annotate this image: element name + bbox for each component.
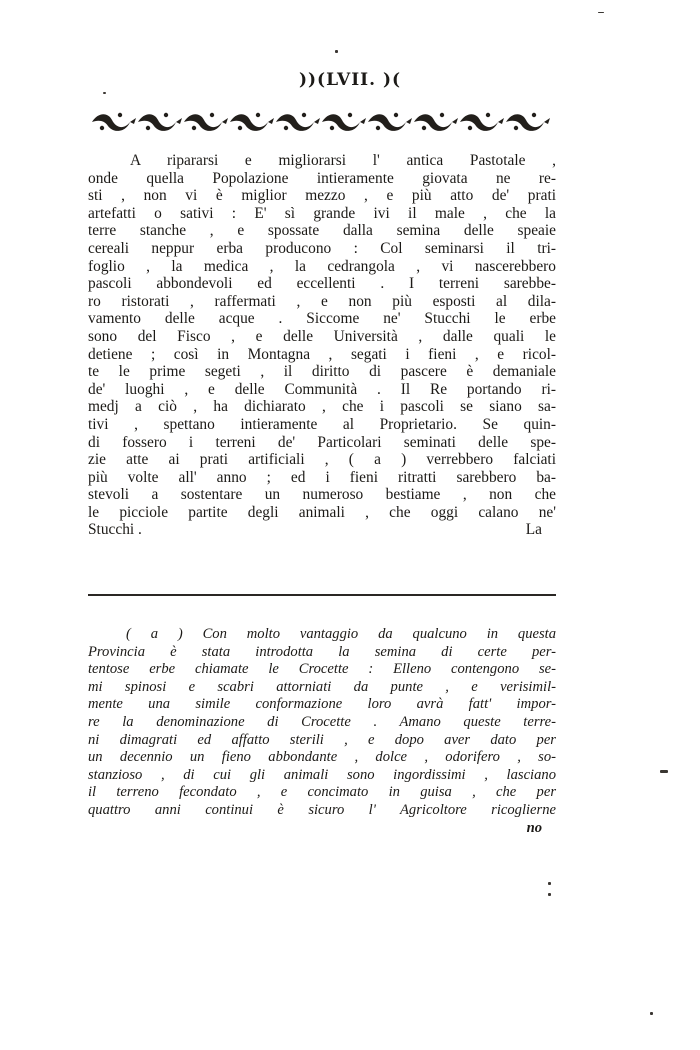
footnote-line: quattro anni continui è sicuro l' Agricoltore ricoglierne [88,801,556,818]
text-line: sti , non vi è miglior mezzo , e più atto de' prati [88,187,556,205]
scan-speck [548,882,551,885]
text-line: de' luoghi , e delle Communità . Il Re portando ri- [88,380,556,398]
text-line: terre stanche , e spossate dalla semina delle speaie [88,222,556,240]
text-line: zie atte ai prati artificiali , ( a ) verrebbero falciati [88,451,556,469]
text-line: detiene ; così in Montagna , segati i fieni , e ricol- [88,345,556,363]
text-line: cereali neppur erba producono : Col seminarsi il tri- [88,239,556,257]
text-line: pascoli abbondevoli ed eccellenti . I terreni sarebbe- [88,275,556,293]
text-line: A ripararsi e migliorarsi l' antica Pastotale , [130,152,556,169]
page-header: ))(LVII. )( [298,70,402,90]
scan-speck [103,92,106,94]
text-line: artefatti o sativi : E' sì grande ivi il male , che la [88,204,556,222]
text-line: tivi , spettano intieramente al Proprietario. Se quin- [88,415,556,433]
footnote-line: il terreno fecondato , e concimato in guisa , che per [88,784,556,801]
scan-speck [548,893,551,896]
footnote-divider [88,594,556,596]
footnote-line: tentose erbe chiamate le Crocette : Elleno contengono se- [88,661,556,678]
scan-speck [650,1012,653,1015]
text-line: vamento delle acque . Siccome ne' Stucchi le erbe [88,310,556,328]
text-line: le picciole partite degli animali , che oggi calano ne' [88,503,556,521]
footnote-line: Provincia è stata introdotta la semina di certe per- [88,643,556,660]
text-line: te le prime segeti , il diritto di pascere è demaniale [88,363,556,381]
scan-speck [660,770,668,773]
footnote-line: un decennio un fieno abbondante , dolce , odorifero , so- [88,749,556,766]
scan-speck [335,50,338,53]
scan-speck [598,12,604,13]
footnote-line: stanzioso , di cui gli animali sono ingordissimi , lasciano [88,766,556,783]
catchword: La [525,521,542,539]
text-line: onde quella Popolazione intieramente giovata ne re- [88,169,556,187]
footnote [88,626,556,837]
text-line: più volte all' anno ; ed i fieni ritratti sarebbero ba- [88,468,556,486]
fleuron-ornament [90,108,550,136]
text-line-last [88,521,556,539]
text-line: foglio , la medica , la cedrangola , vi nascerebbero [88,257,556,275]
footnote-line: mente una simile conformazione loro avrà fatt' impor- [88,696,556,713]
last-line-text: Stucchi . [88,521,142,539]
footnote-line: re la denominazione di Crocette . Amano queste terre- [88,713,556,730]
text-line: di fossero i terreni de' Particolari seminati delle spe- [88,433,556,451]
footnote-line: mi spinosi e scabri attorniati da punte , e verisimil- [88,678,556,695]
text-line: stevoli a sostentare un numeroso bestiame , non che [88,486,556,504]
text-line: ro ristorati , raffermati , e non più esposti al dila- [88,292,556,310]
main-text [88,152,556,539]
footnote-catchword: no [526,819,542,836]
footnote-line: ni dimagrati ed affatto sterili , e dopo aver dato per [88,731,556,748]
text-line: medj a ciò , ha dichiarato , che i pascoli se siano sa- [88,398,556,416]
text-line: sono del Fisco , e delle Università , dalle quali le [88,327,556,345]
footnote-line: ( a ) Con molto vantaggio da qualcuno in questa [126,626,556,642]
